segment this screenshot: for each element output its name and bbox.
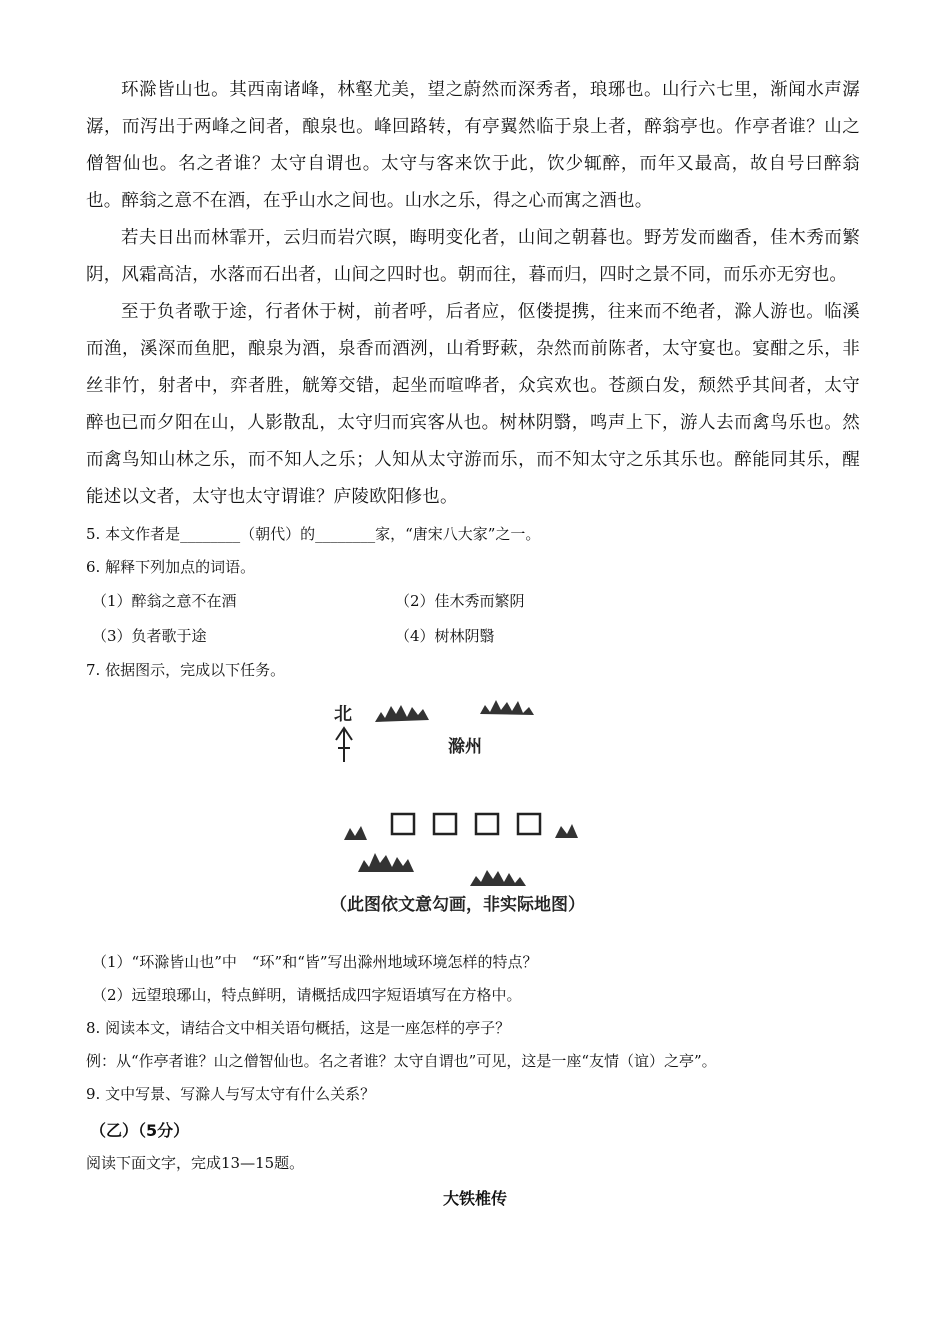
question-6-item-3: （3）负者歌于途 — [92, 627, 207, 645]
question-8-example: 例：从“作亭者谁？山之僧智仙也。名之者谁？太守自谓也”可见，这是一座“友情（谊）之亭”。 — [86, 1052, 717, 1070]
question-7: 7. 依据图示，完成以下任务。 — [86, 661, 286, 679]
question-6-item-1: （1）醉翁之意不在酒 — [92, 592, 237, 610]
answer-box-2[interactable] — [434, 814, 456, 834]
north-arrow-icon — [336, 728, 352, 762]
section-b-title: 大铁椎传 — [442, 1189, 507, 1208]
answer-box-4[interactable] — [518, 814, 540, 834]
passage-paragraph-2: 若夫日出而林霏开，云归而岩穴暝，晦明变化者，山间之朝暮也。野芳发而幽香，佳木秀而繁阴，风霜高洁，水落而石出者，山间之四时也。朝而往，暮而归，四时之景不同，而乐亦无穷也。 — [86, 228, 860, 285]
question-9: 9. 文中写景、写滁人与写太守有什么关系？ — [86, 1085, 376, 1103]
answer-box-3[interactable] — [476, 814, 498, 834]
question-5: 5. 本文作者是________（朝代）的________家，“唐宋八大家”之一。 — [86, 525, 541, 543]
answer-boxes — [392, 814, 540, 834]
question-6-item-4: （4）树林阴翳 — [395, 627, 495, 645]
mountain-icon — [344, 700, 578, 886]
section-b-instruction: 阅读下面文字，完成13—15题。 — [86, 1154, 305, 1172]
question-8: 8. 阅读本文，请结合文中相关语句概括，这是一座怎样的亭子？ — [86, 1019, 511, 1037]
answer-box-1[interactable] — [392, 814, 414, 834]
map-figure — [330, 690, 620, 930]
question-7-part-1: （1）“环滁皆山也”中 “环”和“皆”写出滁州地域环境怎样的特点？ — [92, 953, 538, 971]
passage-paragraph-4: 已而夕阳在山，人影散乱，太守归而宾客从也。树林阴翳，鸣声上下，游人去而禽鸟乐也。然而禽鸟知山林之乐，而不知人之乐；人知从太守游而乐，而不知太守之乐其乐也。醉能同其乐，醒能述以文者，太守也太守谓谁？庐陵欧阳修也。 — [86, 413, 860, 507]
passage-paragraph-1: 环滁皆山也。其西南诸峰，林壑尤美，望之蔚然而深秀者，琅琊也。山行六七里，渐闻水声潺潺，而泻出于两峰之间者，酿泉也。峰回路转，有亭翼然临于泉上者，醉翁亭也。作亭者谁？山之僧智仙也。名之者谁？太守自谓也。太守与客来饮于此，饮少辄醉，而年又最高，故自号曰醉翁也。醉翁之意不在酒，在乎山水之间也。山水之乐，得之心而寓之酒也。 — [86, 80, 860, 211]
map-caption: （此图依文意勾画，非实际地图） — [330, 895, 585, 915]
north-label: 北 — [334, 704, 352, 725]
passage-paragraph-3: 至于负者歌于途，行者休于树，前者呼，后者应，伛偻提携，往来而不绝者，滁人游也。临溪而渔，溪深而鱼肥，酿泉为酒，泉香而酒洌，山肴野蔌，杂然而前陈者，太守宴也。宴酣之乐，非丝非竹，射者中，弈者胜，觥筹交错，起坐而喧哗者，众宾欢也。苍颜白发，颓然乎其间者，太守醉也 — [86, 302, 860, 433]
section-b-heading: （乙）（5分） — [90, 1121, 190, 1140]
question-6-item-2: （2）佳木秀而繁阴 — [395, 592, 525, 610]
question-7-part-2: （2）远望琅琊山，特点鲜明，请概括成四字短语填写在方格中。 — [92, 986, 522, 1004]
city-label: 滁州 — [448, 737, 482, 757]
question-6: 6. 解释下列加点的词语。 — [86, 558, 256, 576]
